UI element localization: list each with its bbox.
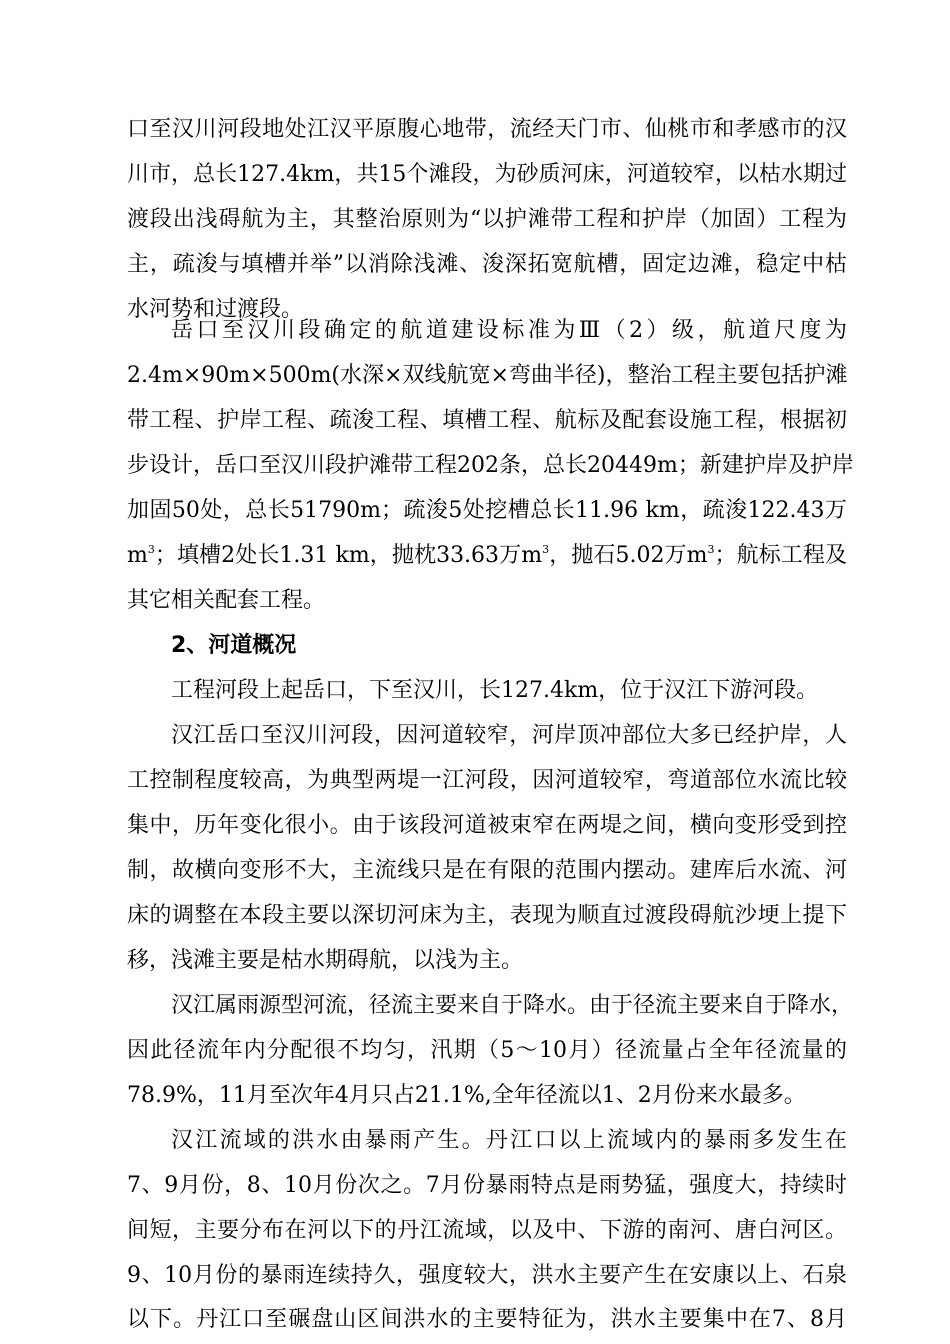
text-line: 带工程、护岸工程、疏浚工程、填槽工程、航标及配套设施工程，根据初 [127, 408, 847, 433]
text-line: 以下。丹江口至碾盘山区间洪水的主要特征为，洪水主要集中在7、8月 [127, 1307, 847, 1332]
text-run: ；填槽2处长1.31 km，抛枕33.63万m [154, 543, 543, 568]
text-line: 因此径流年内分配很不均匀，汛期（5～10月）径流量占全年径流量的 [127, 1038, 847, 1063]
text-run: m [127, 543, 148, 568]
text-line: 口至汉川河段地处江汉平原腹心地带，流经天门市、仙桃市和孝感市的汉 [127, 117, 847, 142]
superscript: 3 [147, 543, 155, 556]
text-line: 制，故横向变形不大，主流线只是在有限的范围内摆动。建库后水流、河 [127, 858, 847, 883]
section-heading: 2、河道概况 [171, 633, 297, 658]
text-line: 间短，主要分布在河以下的丹江流域，以及中、下游的南河、唐白河区。 [127, 1218, 847, 1243]
text-line: 加固50处，总长51790m；疏浚5处挖槽总长11.96 km，疏浚122.43万 [127, 498, 847, 523]
text-line: 集中，历年变化很小。由于该段河道被束窄在两堤之间，横向变形受到控 [127, 813, 847, 838]
text-line: 工控制程度较高，为典型两堤一江河段，因河道较窄，弯道部位水流比较 [127, 768, 847, 793]
superscript: 3 [542, 543, 550, 556]
text-line: 2.4m×90m×500m(水深×双线航宽×弯曲半径)，整治工程主要包括护滩 [127, 363, 848, 388]
text-line: 汉江流域的洪水由暴雨产生。丹江口以上流域内的暴雨多发生在 [171, 1128, 847, 1153]
text-line: 水河势和过渡段。 [127, 297, 304, 322]
text-line: 渡段出浅碍航为主，其整治原则为“以护滩带工程和护岸（加固）工程为 [127, 207, 847, 232]
text-line: 7、9月份，8、10月份次之。7月份暴雨特点是雨势猛，强度大，持续时 [127, 1173, 847, 1198]
superscript: 3 [707, 543, 715, 556]
text-line: 步设计，岳口至汉川段护滩带工程202条，总长20449m；新建护岸及护岸 [127, 453, 854, 478]
text-line: 川市，总长127.4km，共15个滩段，为砂质河床，河道较窄，以枯水期过 [127, 162, 847, 187]
text-line-with-superscripts [127, 534, 847, 578]
text-line: 工程河段上起岳口，下至汉川，长127.4km，位于汉江下游河段。 [171, 678, 819, 703]
text-line: 其它相关配套工程。 [127, 588, 326, 613]
text-run: ；航标工程及 [714, 543, 847, 568]
text-line: 移，浅滩主要是枯水期碍航，以浅为主。 [127, 948, 524, 973]
text-line: 岳口至汉川段确定的航道建设标准为Ⅲ（2）级，航道尺度为 [171, 318, 847, 343]
text-line: 主，疏浚与填槽并举”以消除浅滩、浚深拓宽航槽，固定边滩，稳定中枯 [127, 252, 847, 277]
text-line: 9、10月份的暴雨连续持久，强度较大，洪水主要产生在安康以上、石泉 [127, 1263, 847, 1288]
text-line: 汉江岳口至汉川河段，因河道较窄，河岸顶冲部位大多已经护岸，人 [171, 723, 847, 748]
text-run: ，抛石5.02万m [549, 543, 708, 568]
text-line: 汉江属雨源型河流，径流主要来自于降水。由于径流主要来自于降水， [171, 993, 854, 1018]
text-line: 78.9%，11月至次年4月只占21.1%,全年径流以1、2月份来水最多。 [127, 1083, 806, 1108]
text-line: 床的调整在本段主要以深切河床为主，表现为顺直过渡段碍航沙埂上提下 [127, 903, 847, 928]
